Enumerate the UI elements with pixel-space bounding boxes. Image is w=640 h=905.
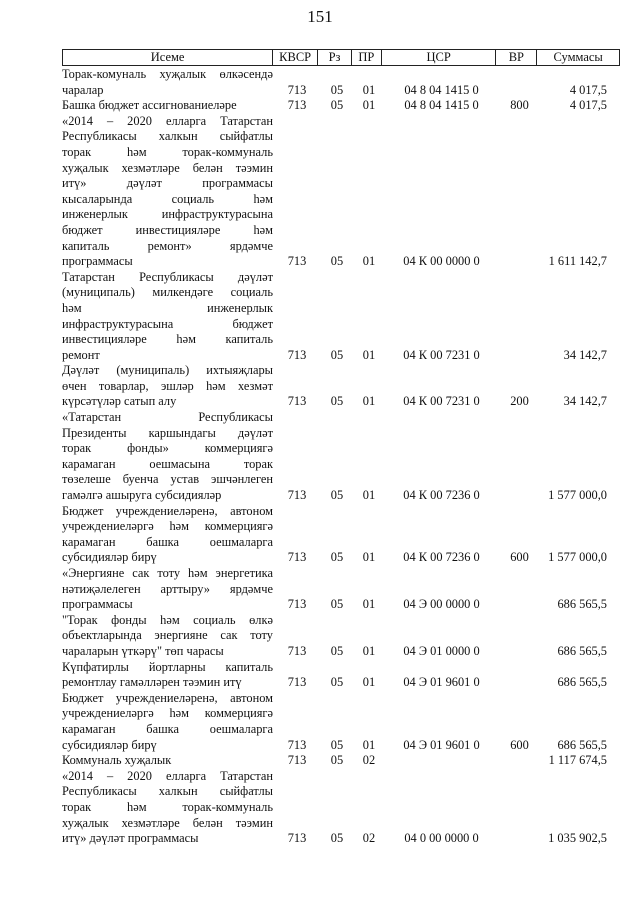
header-csr: ЦСР — [382, 50, 497, 65]
table-row — [62, 67, 620, 98]
table-row — [62, 613, 620, 660]
row-pr-cell: 01 — [362, 550, 376, 565]
row-name-line: программасы — [62, 597, 133, 612]
row-csr-cell: 04 8 04 1415 0 — [404, 98, 479, 113]
table-row — [62, 691, 620, 753]
row-rz-cell: 05 — [330, 597, 344, 612]
row-name-line: итү» дәүләт программасы — [62, 176, 273, 191]
row-name-line: «2014 – 2020 елларга Татарстан — [62, 113, 273, 128]
row-name-line: «2014 – 2020 елларга Татарстан — [62, 768, 273, 783]
row-pr-cell: 01 — [362, 254, 376, 269]
header-vr: ВР — [496, 50, 537, 65]
row-sum-cell: 686 565,5 — [557, 643, 607, 658]
row-rz-cell: 05 — [330, 753, 344, 768]
row-vr-cell: 600 — [510, 550, 529, 565]
row-rz-cell: 05 — [330, 831, 344, 846]
row-sum-cell: 686 565,5 — [557, 675, 607, 690]
header-kvsr: КВСР — [273, 50, 318, 65]
row-kvsr-cell: 713 — [287, 254, 307, 269]
row-csr-cell: 04 Э 01 9601 0 — [403, 737, 480, 752]
row-name-line: Дәүләт (муниципаль) ихтыяҗлары — [62, 363, 273, 378]
row-sum-cell: 4 017,5 — [569, 98, 607, 113]
row-name-line: хуҗалык хезмәтләре белән тәэмин — [62, 815, 273, 830]
row-kvsr-cell: 713 — [287, 643, 307, 658]
row-csr-cell: 04 Э 01 9601 0 — [403, 675, 480, 690]
table-body — [62, 67, 620, 847]
row-name-line: программасы — [62, 254, 133, 269]
row-name-line: Коммуналь хуҗалык — [62, 753, 172, 768]
table-row — [62, 753, 620, 769]
table-row — [62, 504, 620, 566]
row-name-line: инженерлык инфраструктурасына — [62, 207, 273, 222]
row-name-line: итү» дәүләт программасы — [62, 831, 199, 846]
row-kvsr-cell: 713 — [287, 737, 307, 752]
row-csr-cell: 04 0 00 0000 0 — [404, 831, 479, 846]
row-kvsr-cell: 713 — [287, 550, 307, 565]
row-vr-cell — [499, 254, 540, 270]
row-name-line: карамаган оешмасына торак — [62, 456, 273, 471]
header-name: Исеме — [63, 50, 273, 65]
row-csr-cell: 04 К 00 7231 0 — [403, 347, 480, 362]
row-name-line: Башка бюджет ассигнованиеләре — [62, 98, 237, 113]
row-vr-cell — [499, 597, 540, 613]
row-kvsr-cell: 713 — [287, 98, 307, 113]
row-name-line: (муниципаль) милкендәге социаль — [62, 285, 273, 300]
row-rz-cell: 05 — [330, 394, 344, 409]
row-kvsr-cell: 713 — [287, 675, 307, 690]
row-csr-cell: 04 К 00 0000 0 — [403, 254, 480, 269]
header-rz: Рз — [318, 50, 352, 65]
header-sum: Суммасы — [553, 50, 603, 64]
row-pr-cell: 02 — [362, 831, 376, 846]
row-name-line: Республикасы халкын сыйфатлы — [62, 784, 273, 799]
row-name-line: Президенты каршындагы дәүләт — [62, 425, 273, 440]
row-sum-cell: 34 142,7 — [563, 394, 607, 409]
row-pr-cell: 01 — [362, 394, 376, 409]
table-row — [62, 270, 620, 364]
table-row — [62, 769, 620, 847]
row-name-line: ремонтлау гамәлләрен тәэмин итү — [62, 675, 242, 690]
row-kvsr-cell: 713 — [287, 82, 307, 97]
table-row — [62, 98, 620, 114]
table-row — [62, 660, 620, 691]
row-kvsr-cell: 713 — [287, 831, 307, 846]
row-name-line: һәм инженерлык — [62, 300, 273, 315]
row-name-line: инфраструктурасына бюджет — [62, 316, 273, 331]
row-csr-cell: 04 К 00 7231 0 — [403, 394, 480, 409]
row-name-line: бюджет инвестицияләре һәм — [62, 222, 273, 237]
row-vr-cell: 600 — [510, 737, 529, 752]
table-header — [62, 49, 620, 66]
row-name-line: карамаган башка оешмаларга — [62, 721, 273, 736]
row-pr-cell: 01 — [362, 82, 376, 97]
row-sum-cell: 4 017,5 — [569, 82, 607, 97]
row-name-line: инвестицияләре һәм капиталь — [62, 332, 273, 347]
row-name-line: кысаларында социаль һәм — [62, 191, 273, 206]
row-kvsr-cell: 713 — [287, 753, 307, 768]
row-pr-cell: 01 — [362, 675, 376, 690]
row-name-line: торак һәм торак-коммуналь — [62, 799, 273, 814]
row-sum-cell: 1 577 000,0 — [548, 488, 607, 503]
row-rz-cell: 05 — [330, 254, 344, 269]
row-rz-cell: 05 — [330, 643, 344, 658]
row-kvsr-cell: 713 — [287, 597, 307, 612]
row-name-line: учреждениеләргә һәм коммерциягә — [62, 706, 273, 721]
row-csr-cell — [384, 753, 499, 769]
row-name-line: чараларын үткәрү" төп чарасы — [62, 643, 224, 658]
row-pr-cell: 02 — [362, 753, 376, 768]
row-name-line: "Торак фонды һәм социаль өлкә — [62, 612, 273, 627]
row-sum-cell: 34 142,7 — [563, 347, 607, 362]
row-sum-cell: 1 577 000,0 — [548, 550, 607, 565]
row-rz-cell: 05 — [330, 347, 344, 362]
row-rz-cell: 05 — [330, 550, 344, 565]
row-vr-cell — [499, 831, 540, 847]
row-name-line: чаралар — [62, 82, 104, 97]
row-vr-cell — [499, 488, 540, 504]
row-name-line: гамәлгә ашыруга субсидияләр — [62, 488, 222, 503]
row-name-line: объектларында энергияне сак тоту — [62, 628, 273, 643]
page-number: 151 — [307, 7, 333, 26]
row-name-line: хуҗалык хезмәтләре белән тәэмин — [62, 160, 273, 175]
row-csr-cell: 04 К 00 7236 0 — [403, 550, 480, 565]
row-pr-cell: 01 — [362, 488, 376, 503]
row-name-line: күрсәтүләр сатып алу — [62, 394, 177, 409]
row-name-line: ремонт — [62, 347, 100, 362]
row-kvsr-cell: 713 — [287, 488, 307, 503]
row-sum-cell: 1 117 674,5 — [548, 753, 607, 768]
row-sum-cell: 686 565,5 — [557, 597, 607, 612]
row-vr-cell — [499, 753, 540, 769]
row-rz-cell: 05 — [330, 98, 344, 113]
row-vr-cell: 800 — [510, 98, 529, 113]
row-name-line: Бюджет учреждениеләренә, автоном — [62, 690, 273, 705]
row-csr-cell: 04 Э 00 0000 0 — [403, 597, 480, 612]
row-rz-cell: 05 — [330, 737, 344, 752]
row-rz-cell: 05 — [330, 488, 344, 503]
row-name-line: торак һәм торак-коммуналь — [62, 144, 273, 159]
row-vr-cell — [499, 644, 540, 660]
row-pr-cell: 01 — [362, 597, 376, 612]
row-name-line: Татарстан Республикасы дәүләт — [62, 269, 273, 284]
row-pr-cell: 01 — [362, 737, 376, 752]
row-csr-cell: 04 Э 01 0000 0 — [403, 643, 480, 658]
table-row — [62, 363, 620, 410]
row-name-line: өчен товарлар, эшләр һәм хезмәт — [62, 378, 273, 393]
row-name-line: Күпфатирлы йортларны капиталь — [62, 659, 273, 674]
row-name-line: субсидияләр бирү — [62, 737, 157, 752]
row-sum-cell: 1 611 142,7 — [548, 254, 607, 269]
table-row — [62, 114, 620, 270]
row-name-line: карамаган башка оешмаларга — [62, 534, 273, 549]
row-vr-cell — [499, 348, 540, 364]
row-name-line: төзелеше буенча устав эшчәнлеген — [62, 472, 273, 487]
row-sum-cell: 686 565,5 — [557, 737, 607, 752]
row-name-line: торак фонды» коммерциягә — [62, 441, 273, 456]
row-kvsr-cell: 713 — [287, 347, 307, 362]
row-name-line: Республикасы халкын сыйфатлы — [62, 129, 273, 144]
row-name-line: «Татарстан Республикасы — [62, 410, 273, 425]
row-name-line: капиталь ремонт» ярдәмче — [62, 238, 273, 253]
row-pr-cell: 01 — [362, 643, 376, 658]
row-vr-cell — [499, 83, 540, 99]
row-name-line: нәтиҗәлелеген арттыру» ярдәмче — [62, 581, 273, 596]
row-csr-cell: 04 8 04 1415 0 — [404, 82, 479, 97]
row-pr-cell: 01 — [362, 347, 376, 362]
row-kvsr-cell: 713 — [287, 394, 307, 409]
row-rz-cell: 05 — [330, 82, 344, 97]
row-vr-cell — [499, 675, 540, 691]
row-name-line: Торак-комуналь хуҗалык өлкәсендә — [62, 67, 273, 81]
row-sum-cell: 1 035 902,5 — [548, 831, 607, 846]
row-name-line: субсидияләр бирү — [62, 550, 157, 565]
row-name-line: Бюджет учреждениеләренә, автоном — [62, 503, 273, 518]
row-csr-cell: 04 К 00 7236 0 — [403, 488, 480, 503]
table-row — [62, 410, 620, 504]
row-pr-cell: 01 — [362, 98, 376, 113]
row-name-line: «Энергияне сак тоту һәм энергетика — [62, 566, 273, 580]
row-rz-cell: 05 — [330, 675, 344, 690]
header-pr: ПР — [352, 50, 382, 65]
row-name-line: учреждениеләргә һәм коммерциягә — [62, 519, 273, 534]
row-vr-cell: 200 — [510, 394, 529, 409]
table-row — [62, 566, 620, 613]
